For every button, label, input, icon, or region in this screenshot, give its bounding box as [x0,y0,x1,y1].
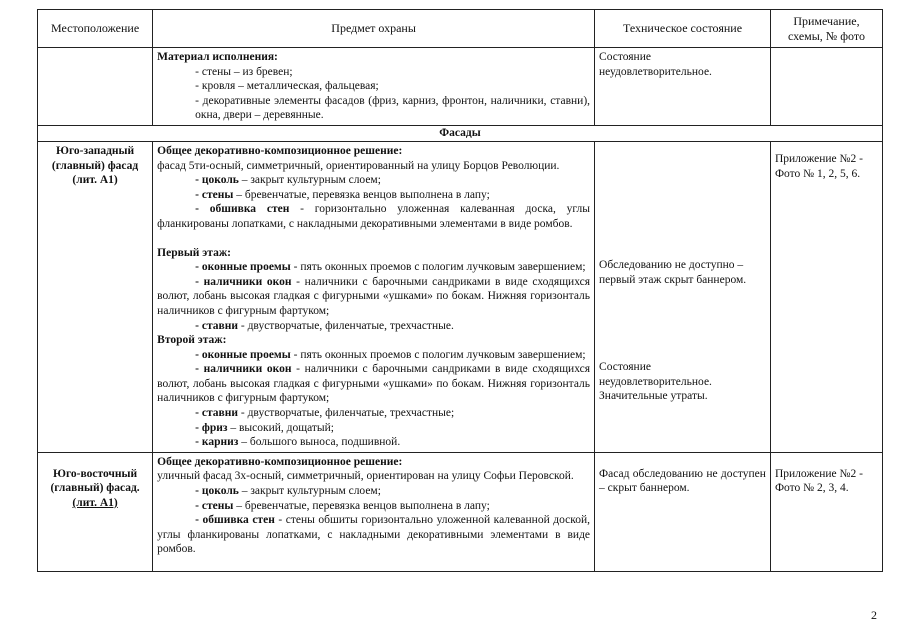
southwest-condition-cell [595,141,771,452]
header-location: Местоположение [38,10,153,48]
header-note: Примечание, схемы, № фото [770,10,882,48]
sw-general-text: фасад 5ти-осный, симметричный, ориентированный на улицу Борцов Революции. [157,159,560,172]
header-subject: Предмет охраны [153,10,595,48]
southeast-note-cell [770,452,882,571]
table-row-material [38,48,883,126]
se-general-text: уличный фасад 3х-осный, симметричный, ориентирован на улицу Софьи Перовской. [157,470,574,483]
material-title: Материал исполнения: [157,51,278,63]
material-line: - кровля – металлическая, фальцевая; [195,80,379,93]
southeast-location: Юго-восточный (главный) фасад. (лит. А1) [38,452,153,571]
se-general-title: Общее декоративно-композиционное решение: [157,455,403,468]
material-note-cell [770,48,882,126]
sw-state-floor1: Обследованию не доступно – первый этаж скрыт баннером. [599,258,747,286]
section-title: Фасады [38,125,883,141]
protection-table [37,9,883,572]
southwest-note-cell [770,141,882,452]
sw-floor2-title: Второй этаж: [157,334,227,347]
sw-state-floor2: Состояние неудовлетворительное. Значительные утраты. [599,361,712,403]
section-row [38,125,883,141]
table-row-southwest [38,141,883,452]
sw-general-title: Общее декоративно-композиционное решение: [157,144,403,157]
sw-note: Приложение №2 - Фото № 1, 2, 5, 6. [774,152,863,180]
se-state: Фасад обследованию не доступен – скрыт баннером. [599,467,766,495]
header-condition: Техническое состояние [595,10,771,48]
page-number: 2 [871,608,877,622]
se-note: Приложение №2 - Фото № 2, 3, 4. [774,467,863,495]
material-line: - декоративные элементы фасадов (фриз, карниз, фронтон, наличники, ставни), окна, двери – деревянные. [195,94,591,122]
table-header-row [38,10,883,48]
table-row-southeast [38,452,883,571]
material-location-cell [38,48,153,126]
sw-floor1-title: Первый этаж: [157,246,231,259]
southeast-condition-cell [595,452,771,571]
southwest-location: Юго-западный (главный) фасад (лит. А1) [38,141,153,452]
southwest-subject-cell: Общее декоративно-композиционное решение: фасад 5ти-осный, симметричный, ориентированный на улицу Борцов Революции. - цоколь – закрыт культурным слоем; - стены – бревенчатые, перевязка венцов выполнена в лапу; - обшивка стен - горизонтально уложенная калеванная доска, углы фланкированы лопатками, с накладными декоративными элементами в виде ромбов. Первый этаж: - оконные проемы - пять оконных проемов с пологим лучковым завершением; - наличники окон - наличники с барочными сандриками в виде сходящихся волют, лобань высокая гладкая с фигурными «ушками» по бокам. Нижняя горизонталь наличников с фигурным фартуком; - ставни - двустворчатые, филенчатые, трехчастные. Второй этаж: - оконные проемы - пять оконных проемов с пологим лучковым завершением; - наличники окон - наличники с барочными сандриками в виде сходящихся волют, лобань высокая гладкая с фигурными «ушками» по бокам. Нижняя горизонталь наличников с фигурным фартуком; - ставни - двустворчатые, филенчатые, трехчастные; - фриз – высокий, дощатый; - карниз – большого выноса, подшивной. [153,141,595,452]
material-condition-cell: Состояние неудовлетворительное. [595,48,771,126]
southeast-subject-cell: Общее декоративно-композиционное решение: уличный фасад 3х-осный, симметричный, ориентирован на улицу Софьи Перовской. - цоколь – закрыт культурным слоем; - стены – бревенчатые, перевязка венцов выполнена в лапу; - обшивка стен - стены обшиты горизонтально уложенной калеванной доской, углы фланкированы лопатками, с накладными декоративными элементами в виде ромбов. [153,452,595,571]
material-line: - стены – из бревен; [195,65,293,78]
material-subject-cell [153,48,595,126]
